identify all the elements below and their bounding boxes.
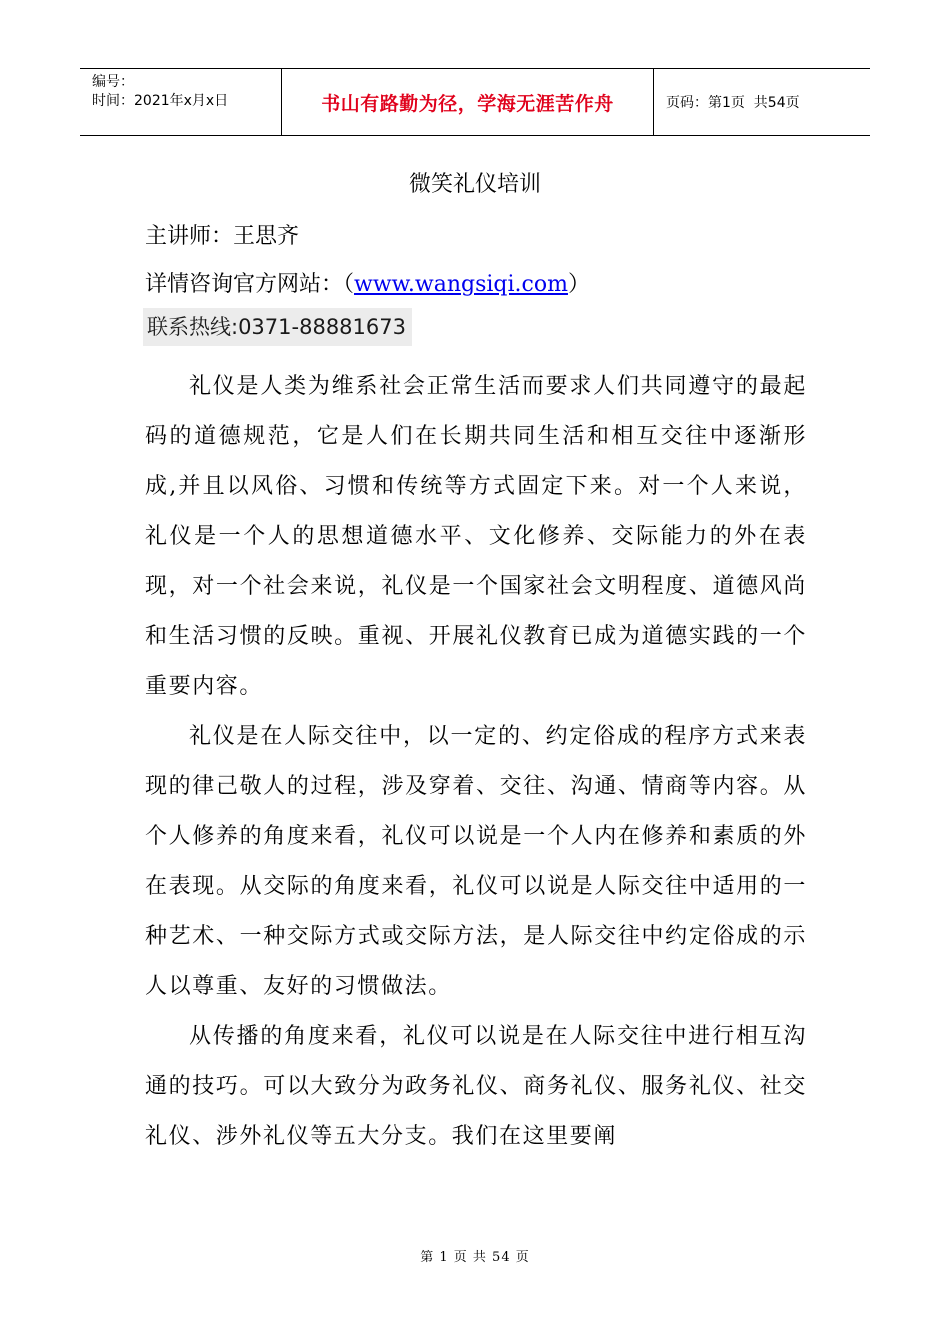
website-suffix: ） — [567, 272, 590, 297]
website-link[interactable]: www.wangsiqi.com — [354, 272, 568, 297]
footer-page-number: 第 1 页 共 54 页 — [420, 1250, 530, 1265]
website-prefix: 详情咨询官方网站：（ — [145, 272, 355, 297]
body-text — [145, 362, 807, 1162]
header-slogan-cell — [282, 69, 654, 135]
document-number-label: 编号： — [92, 74, 134, 90]
header-slogan: 书山有路勤为径，学海无涯苦作舟 — [321, 92, 614, 115]
document-date: 时间：2021年x月x日 — [92, 93, 229, 109]
paragraph: 从传播的角度来看，礼仪可以说是在人际交往中进行相互沟通的技巧。可以大致分为政务礼仪、商务礼仪、服务礼仪、社交礼仪、涉外礼仪等五大分支。我们在这里要阐 — [145, 1024, 807, 1149]
paragraph: 礼仪是在人际交往中，以一定的、约定俗成的程序方式来表现的律己敬人的过程，涉及穿着、交往、沟通、情商等内容。从个人修养的角度来看，礼仪可以说是一个人内在修养和素质的外在表现。从交际的角度来看，礼仪可以说是人际交往中适用的一种艺术、一种交际方式或交际方法，是人际交往中约定俗成的示人以尊重、友好的习惯做法。 — [145, 724, 807, 999]
hotline-image: 联系热线:0371-88881673 — [143, 308, 412, 346]
header-page-cell — [654, 69, 870, 135]
website-line — [145, 270, 590, 300]
lecturer-line: 主讲师：王思齐 — [145, 224, 300, 249]
header-page-info: 页码：第1页 共54页 — [666, 95, 800, 111]
document-title: 微笑礼仪培训 — [408, 172, 541, 197]
paragraph: 礼仪是人类为维系社会正常生活而要求人们共同遵守的最起码的道德规范，它是人们在长期共同生活和相互交往中逐渐形成,并且以风俗、习惯和传统等方式固定下来。对一个人来说，礼仪是一个人的思想道德水平、文化修养、交际能力的外在表现，对一个社会来说，礼仪是一个国家社会文明程度、道德风尚和生活习惯的反映。重视、开展礼仪教育已成为道德实践的一个重要内容。 — [145, 374, 807, 699]
document-header — [80, 68, 870, 136]
header-info-cell — [80, 69, 282, 135]
